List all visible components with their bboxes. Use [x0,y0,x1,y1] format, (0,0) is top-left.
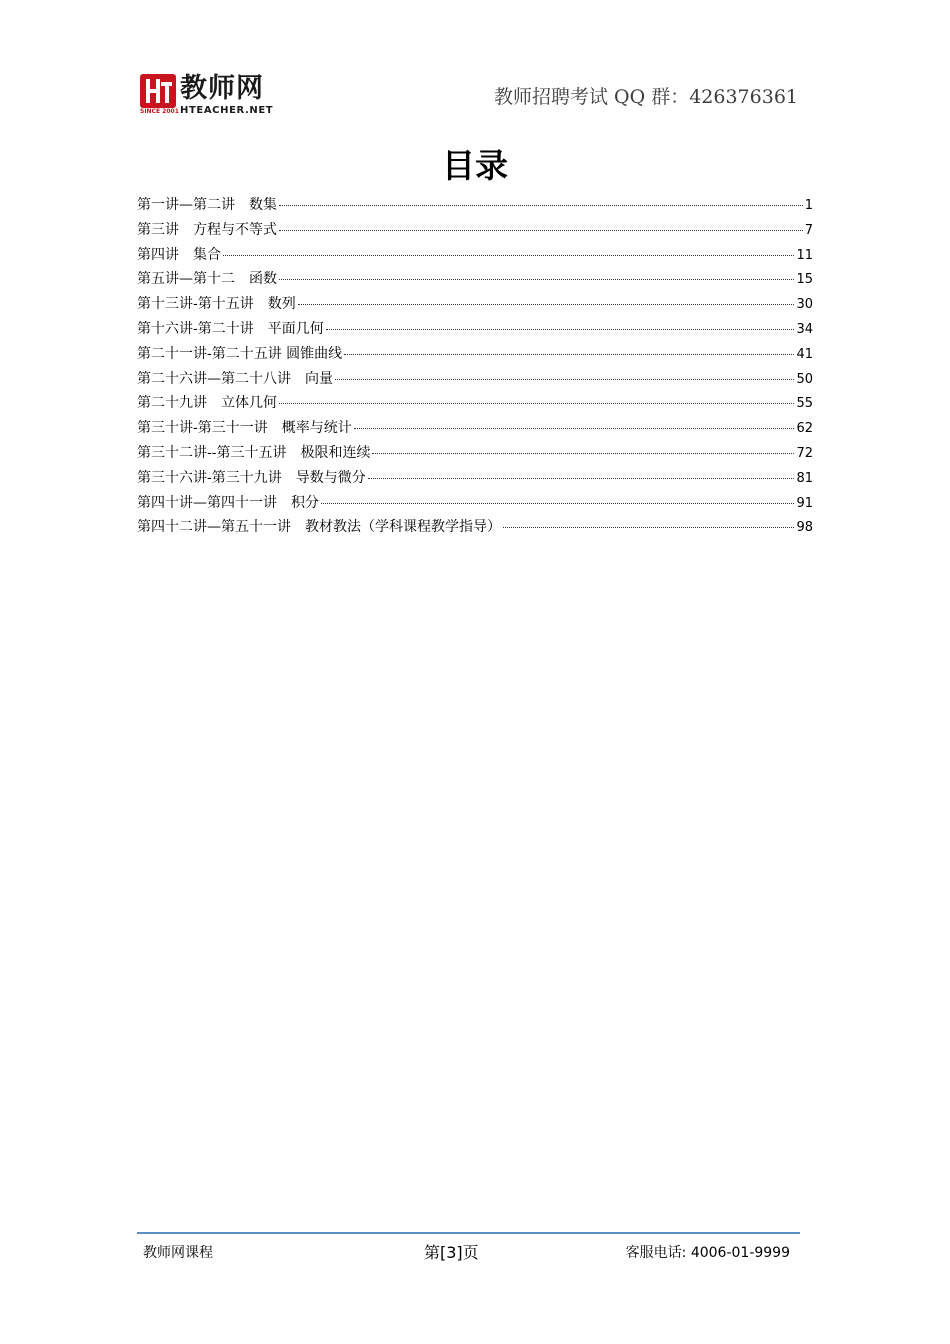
toc-entry-page: 15 [796,272,813,288]
toc-entry[interactable] [137,318,813,343]
toc-entry[interactable] [137,219,813,244]
toc-entry-page: 34 [796,321,813,337]
toc-leader [344,354,794,355]
toc-entry-text: 第四十二讲—第五十一讲 教材教法（学科课程教学指导） [137,519,501,536]
toc-leader [223,255,794,256]
toc-entry-text: 第十六讲-第二十讲 平面几何 [137,320,324,337]
toc-entry[interactable] [137,194,813,219]
toc-leader [279,205,803,206]
toc-entry-page: 98 [796,520,813,536]
toc-leader [279,279,794,280]
toc-entry-page: 55 [796,396,813,412]
toc-leader [368,478,795,479]
toc-entry-text: 第三十二讲--第三十五讲 极限和连续 [137,444,371,461]
toc-leader [279,230,803,231]
toc-entry-page: 91 [796,495,813,511]
toc-entry-text: 第三十讲-第三十一讲 概率与统计 [137,420,352,437]
footer-service-phone: 客服电话: 4006-01-9999 [625,1245,790,1261]
toc-entry-text: 第四讲 集合 [137,246,221,263]
logo-since: SINCE 2001 [140,108,179,115]
toc-entry-page: 7 [804,222,813,238]
toc-entry[interactable] [137,244,813,269]
toc-entry[interactable] [137,392,813,417]
toc-entry[interactable] [137,343,813,368]
toc-title: 目录 [442,146,508,185]
toc-entry-page: 81 [796,470,813,486]
toc-entry-text: 第三讲 方程与不等式 [137,221,277,238]
toc-list [137,194,813,541]
toc-entry[interactable] [137,492,813,517]
toc-entry-page: 30 [796,297,813,313]
hteacher-logo [140,74,300,118]
toc-entry-text: 第十三讲-第十五讲 数列 [137,296,296,313]
toc-entry-text: 第四十讲—第四十一讲 积分 [137,494,319,511]
toc-entry[interactable] [137,268,813,293]
toc-leader [279,403,794,404]
toc-leader [354,428,795,429]
toc-entry-page: 41 [796,346,813,362]
toc-leader [335,379,794,380]
toc-leader [503,527,794,528]
toc-entry-page: 11 [796,247,813,263]
toc-entry[interactable] [137,293,813,318]
toc-leader [298,304,795,305]
logo-url: HTEACHER.NET [180,105,274,116]
toc-entry[interactable] [137,368,813,393]
toc-leader [372,453,794,454]
toc-leader [321,503,794,504]
toc-entry-text: 第二十九讲 立体几何 [137,395,277,412]
footer-page-number: 第[3]页 [424,1243,479,1262]
footer-course-label: 教师网课程 [143,1245,213,1261]
toc-entry-text: 第二十六讲—第二十八讲 向量 [137,370,333,387]
toc-entry-page: 62 [796,421,813,437]
toc-entry-text: 第三十六讲-第三十九讲 导数与微分 [137,469,366,486]
toc-entry[interactable] [137,516,813,541]
header-qq-group: 教师招聘考试 QQ 群：426376361 [493,86,798,108]
toc-entry-page: 72 [796,445,813,461]
toc-entry[interactable] [137,442,813,467]
toc-entry[interactable] [137,417,813,442]
toc-leader [326,329,795,330]
toc-entry-text: 第一讲—第二讲 数集 [137,197,277,213]
logo-mark-icon [140,74,176,108]
toc-entry-text: 第五讲—第十二 函数 [137,271,277,288]
logo-name: 教师网 [180,73,264,104]
footer-divider [137,1232,800,1234]
toc-entry-text: 第二十一讲-第二十五讲 圆锥曲线 [137,345,343,362]
toc-entry[interactable] [137,467,813,492]
toc-entry-page: 50 [796,371,813,387]
toc-entry-page: 1 [804,198,813,213]
